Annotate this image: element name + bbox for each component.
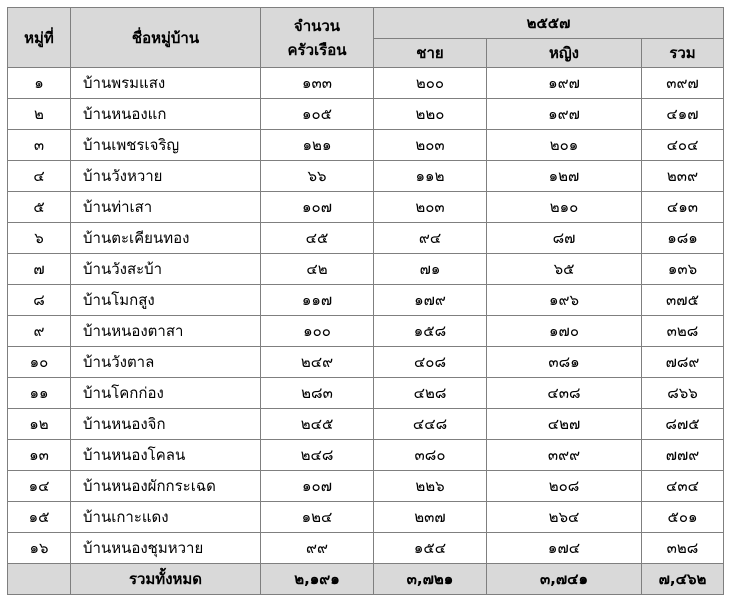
village-number-cell: ๘ [8, 285, 71, 316]
total-cell: ๓๒๘ [642, 533, 724, 564]
header-households-line2: ครัวเรือน [287, 40, 347, 59]
village-name-cell: บ้านหนองผักกระเฉด [71, 471, 261, 502]
village-number-cell: ๑ [8, 68, 71, 99]
village-name-cell: บ้านหนองจิก [71, 409, 261, 440]
header-households [261, 8, 374, 68]
village-number-cell: ๔ [8, 161, 71, 192]
male-cell: ๒๐๓ [374, 192, 487, 223]
table-row [8, 409, 724, 440]
village-number-cell: ๑๕ [8, 502, 71, 533]
male-cell: ๑๑๒ [374, 161, 487, 192]
households-cell: ๑๓๓ [261, 68, 374, 99]
village-name-cell: บ้านโคกก่อง [71, 378, 261, 409]
total-cell: ๕๐๑ [642, 502, 724, 533]
table-row [8, 347, 724, 378]
table-row [8, 99, 724, 130]
households-cell: ๒๘๓ [261, 378, 374, 409]
female-cell: ๔๒๗ [487, 409, 642, 440]
total-all: ๗,๔๖๒ [642, 564, 724, 595]
households-cell: ๖๖ [261, 161, 374, 192]
header-male: ชาย [374, 39, 487, 68]
households-cell: ๑๐๗ [261, 471, 374, 502]
village-number-cell: ๗ [8, 254, 71, 285]
female-cell: ๒๐๑ [487, 130, 642, 161]
male-cell: ๙๔ [374, 223, 487, 254]
table-row [8, 440, 724, 471]
table-row [8, 130, 724, 161]
header-total: รวม [642, 39, 724, 68]
total-cell: ๔๑๗ [642, 99, 724, 130]
table-row [8, 161, 724, 192]
village-name-cell: บ้านเกาะแดง [71, 502, 261, 533]
total-cell: ๓๗๕ [642, 285, 724, 316]
households-cell: ๑๒๔ [261, 502, 374, 533]
female-cell: ๓๙๙ [487, 440, 642, 471]
households-cell: ๒๔๕ [261, 409, 374, 440]
total-female: ๓,๗๔๑ [487, 564, 642, 595]
village-number-cell: ๑๐ [8, 347, 71, 378]
table-row [8, 254, 724, 285]
total-cell: ๒๓๙ [642, 161, 724, 192]
village-name-cell: บ้านหนองแก [71, 99, 261, 130]
village-name-cell: บ้านวังหวาย [71, 161, 261, 192]
households-cell: ๑๐๕ [261, 99, 374, 130]
male-cell: ๒๓๗ [374, 502, 487, 533]
table-row [8, 316, 724, 347]
households-cell: ๔๕ [261, 223, 374, 254]
table-row [8, 285, 724, 316]
households-cell: ๑๐๐ [261, 316, 374, 347]
header-year: ๒๕๕๗ [374, 8, 724, 39]
female-cell: ๓๘๑ [487, 347, 642, 378]
village-number-cell: ๑๒ [8, 409, 71, 440]
village-name-cell: บ้านหนองชุมหวาย [71, 533, 261, 564]
header-village-name: ชื่อหมู่บ้าน [71, 8, 261, 68]
total-row-blank [8, 564, 71, 595]
village-name-cell: บ้านพรมแสง [71, 68, 261, 99]
households-cell: ๑๐๗ [261, 192, 374, 223]
total-label: รวมทั้งหมด [71, 564, 261, 595]
total-cell: ๓๒๘ [642, 316, 724, 347]
table-row [8, 533, 724, 564]
village-number-cell: ๓ [8, 130, 71, 161]
male-cell: ๓๘๐ [374, 440, 487, 471]
households-cell: ๒๔๙ [261, 347, 374, 378]
village-name-cell: บ้านท่าเสา [71, 192, 261, 223]
female-cell: ๑๙๗ [487, 99, 642, 130]
male-cell: ๑๗๙ [374, 285, 487, 316]
total-cell: ๑๘๑ [642, 223, 724, 254]
table-row [8, 68, 724, 99]
village-number-cell: ๑๓ [8, 440, 71, 471]
village-number-cell: ๑๖ [8, 533, 71, 564]
village-name-cell: บ้านหนองตาสา [71, 316, 261, 347]
village-number-cell: ๑๑ [8, 378, 71, 409]
female-cell: ๒๑๐ [487, 192, 642, 223]
total-male: ๓,๗๒๑ [374, 564, 487, 595]
total-cell: ๗๗๙ [642, 440, 724, 471]
male-cell: ๗๑ [374, 254, 487, 285]
female-cell: ๑๙๖ [487, 285, 642, 316]
households-cell: ๙๙ [261, 533, 374, 564]
village-number-cell: ๖ [8, 223, 71, 254]
village-number-cell: ๑๔ [8, 471, 71, 502]
header-moo: หมู่ที่ [8, 8, 71, 68]
male-cell: ๒๒๖ [374, 471, 487, 502]
male-cell: ๒๐๐ [374, 68, 487, 99]
male-cell: ๒๐๓ [374, 130, 487, 161]
village-name-cell: บ้านเพชรเจริญ [71, 130, 261, 161]
village-name-cell: บ้านโมกสูง [71, 285, 261, 316]
total-cell: ๔๓๔ [642, 471, 724, 502]
village-name-cell: บ้านหนองโคลน [71, 440, 261, 471]
female-cell: ๑๙๗ [487, 68, 642, 99]
male-cell: ๑๕๘ [374, 316, 487, 347]
total-cell: ๑๓๖ [642, 254, 724, 285]
total-cell: ๔๑๓ [642, 192, 724, 223]
table-row [8, 223, 724, 254]
header-female: หญิง [487, 39, 642, 68]
village-name-cell: บ้านวังสะบ้า [71, 254, 261, 285]
total-cell: ๗๘๙ [642, 347, 724, 378]
female-cell: ๘๗ [487, 223, 642, 254]
households-cell: ๑๑๗ [261, 285, 374, 316]
households-cell: ๔๒ [261, 254, 374, 285]
male-cell: ๔๐๘ [374, 347, 487, 378]
village-name-cell: บ้านวังตาล [71, 347, 261, 378]
female-cell: ๔๓๘ [487, 378, 642, 409]
female-cell: ๑๗๔ [487, 533, 642, 564]
female-cell: ๒๖๔ [487, 502, 642, 533]
male-cell: ๑๕๔ [374, 533, 487, 564]
male-cell: ๔๔๘ [374, 409, 487, 440]
total-row [8, 564, 724, 595]
village-number-cell: ๙ [8, 316, 71, 347]
table-row [8, 471, 724, 502]
total-cell: ๓๙๗ [642, 68, 724, 99]
households-cell: ๑๒๑ [261, 130, 374, 161]
female-cell: ๒๐๘ [487, 471, 642, 502]
village-number-cell: ๕ [8, 192, 71, 223]
male-cell: ๔๒๘ [374, 378, 487, 409]
table-row [8, 192, 724, 223]
population-table-container [7, 7, 724, 595]
total-cell: ๘๗๕ [642, 409, 724, 440]
total-households: ๒,๑๙๑ [261, 564, 374, 595]
female-cell: ๑๒๗ [487, 161, 642, 192]
female-cell: ๖๕ [487, 254, 642, 285]
total-cell: ๘๖๖ [642, 378, 724, 409]
total-cell: ๔๐๔ [642, 130, 724, 161]
male-cell: ๒๒๐ [374, 99, 487, 130]
households-cell: ๒๔๘ [261, 440, 374, 471]
female-cell: ๑๗๐ [487, 316, 642, 347]
header-households-line1: จำนวน [293, 16, 341, 35]
village-name-cell: บ้านตะเคียนทอง [71, 223, 261, 254]
table-row [8, 502, 724, 533]
table-row [8, 378, 724, 409]
village-number-cell: ๒ [8, 99, 71, 130]
population-table [7, 7, 724, 595]
